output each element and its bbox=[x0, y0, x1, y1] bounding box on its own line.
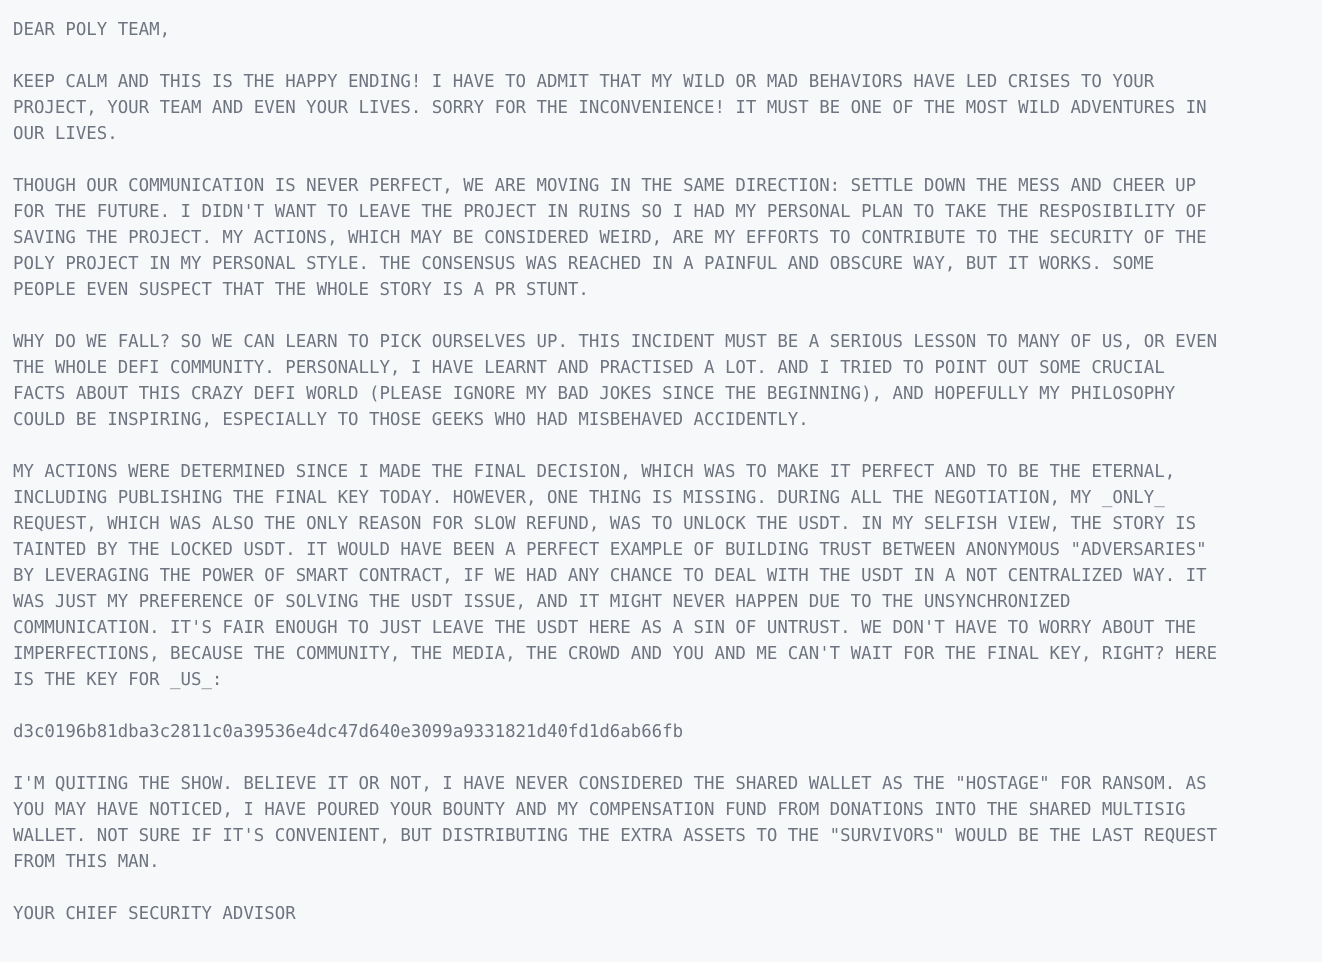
paragraph-line: WAS JUST MY PREFERENCE OF SOLVING THE USDT ISSUE, AND IT MIGHT NEVER HAPPEN DUE TO THE UNSYNCHRONIZED bbox=[13, 592, 1071, 612]
greeting: DEAR POLY TEAM, bbox=[13, 20, 171, 40]
paragraph-3 bbox=[13, 329, 1322, 433]
paragraph-gap bbox=[13, 43, 1322, 69]
paragraph-4 bbox=[13, 459, 1322, 693]
paragraph-line: POLY PROJECT IN MY PERSONAL STYLE. THE CONSENSUS WAS REACHED IN A PAINFUL AND OBSCURE WAY, BUT IT WORKS. SOME bbox=[13, 254, 1155, 274]
paragraph-1 bbox=[13, 69, 1322, 147]
paragraph-gap bbox=[13, 875, 1322, 901]
paragraph-5 bbox=[13, 771, 1322, 875]
final-key[interactable]: d3c0196b81dba3c2811c0a39536e4dc47d640e3099a9331821d40fd1d6ab66fb bbox=[13, 722, 684, 742]
paragraph-line: COULD BE INSPIRING, ESPECIALLY TO THOSE GEEKS WHO HAD MISBEHAVED ACCIDENTLY. bbox=[13, 410, 809, 430]
paragraph-2 bbox=[13, 173, 1322, 303]
paragraph-line: PROJECT, YOUR TEAM AND EVEN YOUR LIVES. SORRY FOR THE INCONVENIENCE! IT MUST BE ONE OF THE MOST WILD ADVENTURES IN bbox=[13, 98, 1207, 118]
paragraph-line: OUR LIVES. bbox=[13, 124, 118, 144]
paragraph-line: WALLET. NOT SURE IF IT'S CONVENIENT, BUT DISTRIBUTING THE EXTRA ASSETS TO THE "SURVIVORS" WOULD BE THE LAST REQUEST bbox=[13, 826, 1218, 846]
paragraph-line: PEOPLE EVEN SUSPECT THAT THE WHOLE STORY IS A PR STUNT. bbox=[13, 280, 589, 300]
paragraph-gap bbox=[13, 303, 1322, 329]
paragraph-line: I'M QUITING THE SHOW. BELIEVE IT OR NOT, I HAVE NEVER CONSIDERED THE SHARED WALLET AS THE "HOSTAGE" FOR RANSOM. AS bbox=[13, 774, 1207, 794]
paragraph-gap bbox=[13, 693, 1322, 719]
paragraph-line: TAINTED BY THE LOCKED USDT. IT WOULD HAVE BEEN A PERFECT EXAMPLE OF BUILDING TRUST BETWEEN ANONYMOUS "ADVERSARIES" bbox=[13, 540, 1207, 560]
paragraph-line: IMPERFECTIONS, BECAUSE THE COMMUNITY, THE MEDIA, THE CROWD AND YOU AND ME CAN'T WAIT FOR THE FINAL KEY, RIGHT? HERE bbox=[13, 644, 1218, 664]
paragraph-gap bbox=[13, 433, 1322, 459]
paragraph-line: KEEP CALM AND THIS IS THE HAPPY ENDING! I HAVE TO ADMIT THAT MY WILD OR MAD BEHAVIORS HAVE LED CRISES TO YOUR bbox=[13, 72, 1155, 92]
signature: YOUR CHIEF SECURITY ADVISOR bbox=[13, 904, 296, 924]
paragraph-line: FACTS ABOUT THIS CRAZY DEFI WORLD (PLEASE IGNORE MY BAD JOKES SINCE THE BEGINNING), AND HOPEFULLY MY PHILOSOPHY bbox=[13, 384, 1176, 404]
paragraph-line: WHY DO WE FALL? SO WE CAN LEARN TO PICK OURSELVES UP. THIS INCIDENT MUST BE A SERIOUS LESSON TO MANY OF US, OR EVEN bbox=[13, 332, 1218, 352]
paragraph-line: BY LEVERAGING THE POWER OF SMART CONTRACT, IF WE HAD ANY CHANCE TO DEAL WITH THE USDT IN A NOT CENTRALIZED WAY. IT bbox=[13, 566, 1207, 586]
paragraph-line: FROM THIS MAN. bbox=[13, 852, 160, 872]
paragraph-gap bbox=[13, 745, 1322, 771]
paragraph-line: THOUGH OUR COMMUNICATION IS NEVER PERFECT, WE ARE MOVING IN THE SAME DIRECTION: SETTLE DOWN THE MESS AND CHEER UP bbox=[13, 176, 1197, 196]
paragraph-line: INCLUDING PUBLISHING THE FINAL KEY TODAY. HOWEVER, ONE THING IS MISSING. DURING ALL THE NEGOTIATION, MY _ONLY_ bbox=[13, 488, 1165, 508]
paragraph-line: FOR THE FUTURE. I DIDN'T WANT TO LEAVE THE PROJECT IN RUINS SO I HAD MY PERSONAL PLAN TO TAKE THE RESPOSIBILITY OF bbox=[13, 202, 1207, 222]
paragraph-line: IS THE KEY FOR _US_: bbox=[13, 670, 223, 690]
paragraph-gap bbox=[13, 147, 1322, 173]
paragraph-line: THE WHOLE DEFI COMMUNITY. PERSONALLY, I HAVE LEARNT AND PRACTISED A LOT. AND I TRIED TO POINT OUT SOME CRUCIAL bbox=[13, 358, 1165, 378]
paragraph-line: MY ACTIONS WERE DETERMINED SINCE I MADE THE FINAL DECISION, WHICH WAS TO MAKE IT PERFECT AND TO BE THE ETERNAL, bbox=[13, 462, 1176, 482]
paragraph-line: COMMUNICATION. IT'S FAIR ENOUGH TO JUST LEAVE THE USDT HERE AS A SIN OF UNTRUST. WE DON'T HAVE TO WORRY ABOUT THE bbox=[13, 618, 1197, 638]
paragraph-line: SAVING THE PROJECT. MY ACTIONS, WHICH MAY BE CONSIDERED WEIRD, ARE MY EFFORTS TO CONTRIBUTE TO THE SECURITY OF THE bbox=[13, 228, 1207, 248]
paragraph-line: REQUEST, WHICH WAS ALSO THE ONLY REASON FOR SLOW REFUND, WAS TO UNLOCK THE USDT. IN MY SELFISH VIEW, THE STORY IS bbox=[13, 514, 1197, 534]
paragraph-line: YOU MAY HAVE NOTICED, I HAVE POURED YOUR BOUNTY AND MY COMPENSATION FUND FROM DONATIONS INTO THE SHARED MULTISIG bbox=[13, 800, 1186, 820]
